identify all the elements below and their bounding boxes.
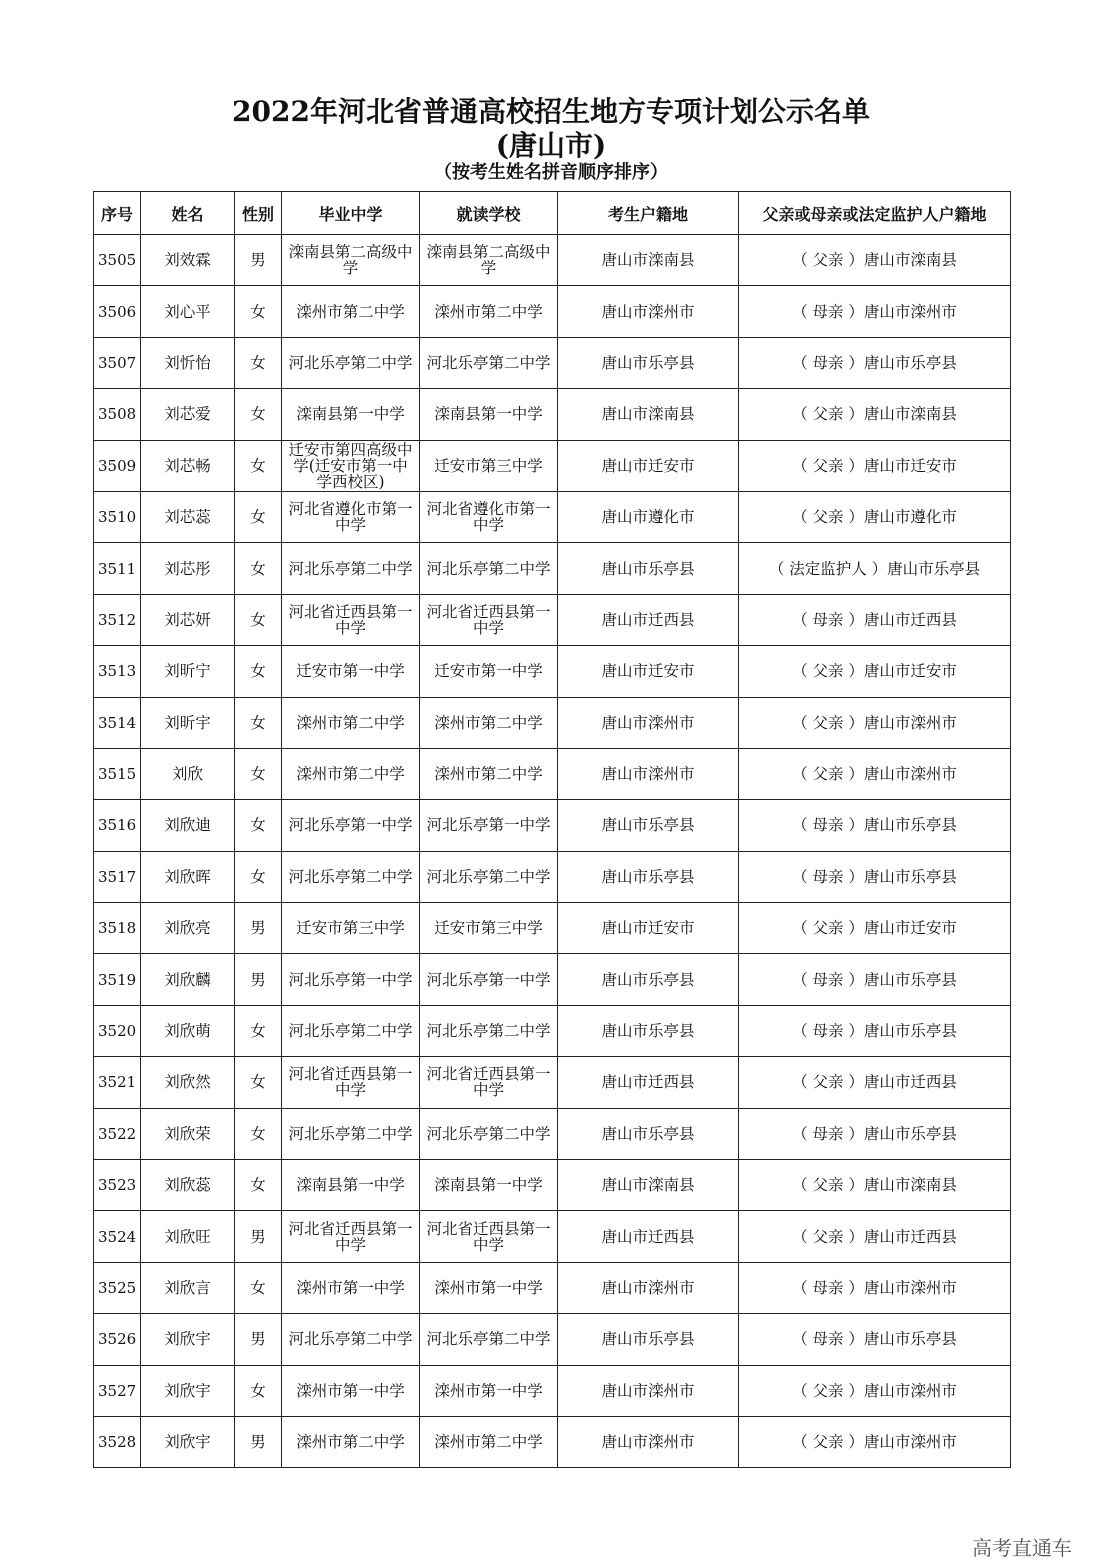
cell-guardian-hukou: （ 父亲 ）唐山市滦州市 xyxy=(739,697,1011,748)
cell-no: 3505 xyxy=(94,235,141,286)
cell-name: 刘昕宇 xyxy=(141,697,235,748)
table-row xyxy=(94,235,1011,286)
cell-grad-school: 河北乐亭第二中学 xyxy=(282,1314,420,1365)
cell-study-school: 河北省迁西县第一中学 xyxy=(420,1211,558,1262)
cell-grad-school: 滦州市第二中学 xyxy=(282,286,420,337)
cell-guardian-hukou: （ 母亲 ）唐山市乐亭县 xyxy=(739,1108,1011,1159)
table-row xyxy=(94,543,1011,594)
cell-study-school: 迁安市第一中学 xyxy=(420,646,558,697)
cell-guardian-hukou: （ 父亲 ）唐山市迁西县 xyxy=(739,1211,1011,1262)
cell-no: 3507 xyxy=(94,337,141,388)
cell-grad-school: 滦州市第一中学 xyxy=(282,1262,420,1313)
cell-no: 3514 xyxy=(94,697,141,748)
cell-guardian-hukou: （ 父亲 ）唐山市遵化市 xyxy=(739,491,1011,542)
cell-no: 3527 xyxy=(94,1365,141,1416)
cell-guardian-hukou: （ 母亲 ）唐山市乐亭县 xyxy=(739,1005,1011,1056)
cell-study-school: 河北乐亭第二中学 xyxy=(420,337,558,388)
cell-guardian-hukou: （ 母亲 ）唐山市乐亭县 xyxy=(739,337,1011,388)
cell-gender: 男 xyxy=(235,1416,282,1467)
cell-gender: 男 xyxy=(235,1211,282,1262)
cell-name: 刘欣晖 xyxy=(141,851,235,902)
cell-hukou: 唐山市滦州市 xyxy=(558,697,739,748)
cell-guardian-hukou: （ 法定监护人 ）唐山市乐亭县 xyxy=(739,543,1011,594)
cell-gender: 女 xyxy=(235,851,282,902)
cell-no: 3523 xyxy=(94,1160,141,1211)
cell-study-school: 滦州市第一中学 xyxy=(420,1365,558,1416)
cell-study-school: 河北乐亭第一中学 xyxy=(420,800,558,851)
cell-hukou: 唐山市滦州市 xyxy=(558,748,739,799)
cell-name: 刘芯畅 xyxy=(141,440,235,491)
cell-gender: 女 xyxy=(235,697,282,748)
cell-name: 刘效霖 xyxy=(141,235,235,286)
cell-study-school: 河北乐亭第二中学 xyxy=(420,543,558,594)
cell-hukou: 唐山市迁西县 xyxy=(558,1211,739,1262)
cell-guardian-hukou: （ 父亲 ）唐山市滦州市 xyxy=(739,748,1011,799)
cell-grad-school: 滦南县第一中学 xyxy=(282,1160,420,1211)
cell-grad-school: 河北乐亭第二中学 xyxy=(282,1108,420,1159)
page-subtitle-city: (唐山市) xyxy=(495,129,607,162)
cell-no: 3515 xyxy=(94,748,141,799)
table-row xyxy=(94,337,1011,388)
cell-hukou: 唐山市乐亭县 xyxy=(558,543,739,594)
cell-guardian-hukou: （ 母亲 ）唐山市迁西县 xyxy=(739,594,1011,645)
cell-guardian-hukou: （ 母亲 ）唐山市乐亭县 xyxy=(739,954,1011,1005)
column-header-gender: 性别 xyxy=(235,192,282,235)
table-row xyxy=(94,748,1011,799)
cell-no: 3526 xyxy=(94,1314,141,1365)
cell-grad-school: 迁安市第一中学 xyxy=(282,646,420,697)
cell-name: 刘欣旺 xyxy=(141,1211,235,1262)
table-row xyxy=(94,1057,1011,1108)
table-row xyxy=(94,1108,1011,1159)
cell-no: 3508 xyxy=(94,389,141,440)
cell-hukou: 唐山市乐亭县 xyxy=(558,1314,739,1365)
table-row xyxy=(94,594,1011,645)
cell-name: 刘芯爱 xyxy=(141,389,235,440)
cell-grad-school: 河北乐亭第二中学 xyxy=(282,543,420,594)
cell-study-school: 迁安市第三中学 xyxy=(420,903,558,954)
table-row xyxy=(94,389,1011,440)
cell-grad-school: 滦南县第二高级中学 xyxy=(282,235,420,286)
cell-hukou: 唐山市滦南县 xyxy=(558,235,739,286)
cell-hukou: 唐山市乐亭县 xyxy=(558,800,739,851)
cell-no: 3525 xyxy=(94,1262,141,1313)
cell-study-school: 滦南县第一中学 xyxy=(420,1160,558,1211)
cell-hukou: 唐山市滦南县 xyxy=(558,1160,739,1211)
cell-guardian-hukou: （ 父亲 ）唐山市滦南县 xyxy=(739,1160,1011,1211)
cell-no: 3522 xyxy=(94,1108,141,1159)
cell-study-school: 滦州市第一中学 xyxy=(420,1262,558,1313)
table-row xyxy=(94,646,1011,697)
cell-study-school: 滦南县第二高级中学 xyxy=(420,235,558,286)
cell-gender: 女 xyxy=(235,1108,282,1159)
cell-name: 刘欣 xyxy=(141,748,235,799)
cell-gender: 女 xyxy=(235,389,282,440)
table-row xyxy=(94,1005,1011,1056)
cell-hukou: 唐山市迁安市 xyxy=(558,903,739,954)
cell-hukou: 唐山市乐亭县 xyxy=(558,851,739,902)
cell-name: 刘欣言 xyxy=(141,1262,235,1313)
cell-study-school: 河北乐亭第二中学 xyxy=(420,1314,558,1365)
table-row xyxy=(94,286,1011,337)
cell-name: 刘欣宇 xyxy=(141,1314,235,1365)
cell-study-school: 河北乐亭第二中学 xyxy=(420,1108,558,1159)
table-row xyxy=(94,1365,1011,1416)
cell-grad-school: 滦州市第一中学 xyxy=(282,1365,420,1416)
cell-study-school: 河北省迁西县第一中学 xyxy=(420,594,558,645)
column-header-hukou: 考生户籍地 xyxy=(558,192,739,235)
table-row xyxy=(94,851,1011,902)
cell-hukou: 唐山市迁西县 xyxy=(558,594,739,645)
table-header-row xyxy=(94,192,1011,235)
cell-grad-school: 河北乐亭第二中学 xyxy=(282,337,420,388)
column-header-study-school: 就读学校 xyxy=(420,192,558,235)
cell-grad-school: 迁安市第三中学 xyxy=(282,903,420,954)
table-row xyxy=(94,800,1011,851)
cell-gender: 女 xyxy=(235,337,282,388)
cell-grad-school: 河北乐亭第二中学 xyxy=(282,851,420,902)
cell-hukou: 唐山市乐亭县 xyxy=(558,337,739,388)
table-row xyxy=(94,1314,1011,1365)
cell-hukou: 唐山市滦州市 xyxy=(558,286,739,337)
page-subtitle-sort-note: （按考生姓名拼音顺序排序） xyxy=(434,162,668,183)
cell-grad-school: 河北省遵化市第一中学 xyxy=(282,491,420,542)
cell-guardian-hukou: （ 父亲 ）唐山市滦州市 xyxy=(739,1365,1011,1416)
cell-guardian-hukou: （ 父亲 ）唐山市迁安市 xyxy=(739,903,1011,954)
column-header-name: 姓名 xyxy=(141,192,235,235)
cell-no: 3520 xyxy=(94,1005,141,1056)
column-header-grad-school: 毕业中学 xyxy=(282,192,420,235)
cell-name: 刘心平 xyxy=(141,286,235,337)
cell-no: 3511 xyxy=(94,543,141,594)
cell-hukou: 唐山市滦州市 xyxy=(558,1416,739,1467)
cell-no: 3516 xyxy=(94,800,141,851)
cell-grad-school: 滦州市第二中学 xyxy=(282,1416,420,1467)
cell-grad-school: 滦州市第二中学 xyxy=(282,697,420,748)
cell-gender: 女 xyxy=(235,286,282,337)
cell-grad-school: 河北乐亭第二中学 xyxy=(282,1005,420,1056)
cell-name: 刘欣宇 xyxy=(141,1416,235,1467)
cell-hukou: 唐山市乐亭县 xyxy=(558,1108,739,1159)
cell-guardian-hukou: （ 父亲 ）唐山市迁安市 xyxy=(739,646,1011,697)
cell-no: 3506 xyxy=(94,286,141,337)
cell-study-school: 河北乐亭第二中学 xyxy=(420,851,558,902)
cell-grad-school: 滦州市第二中学 xyxy=(282,748,420,799)
cell-name: 刘忻怡 xyxy=(141,337,235,388)
cell-gender: 女 xyxy=(235,1005,282,1056)
cell-name: 刘芯蕊 xyxy=(141,491,235,542)
cell-hukou: 唐山市乐亭县 xyxy=(558,1005,739,1056)
cell-no: 3524 xyxy=(94,1211,141,1262)
column-header-guardian-hukou: 父亲或母亲或法定监护人户籍地 xyxy=(739,192,1011,235)
cell-study-school: 滦州市第二中学 xyxy=(420,1416,558,1467)
table-row xyxy=(94,1160,1011,1211)
table-row xyxy=(94,491,1011,542)
cell-gender: 男 xyxy=(235,1314,282,1365)
cell-guardian-hukou: （ 父亲 ）唐山市迁安市 xyxy=(739,440,1011,491)
cell-study-school: 河北省遵化市第一中学 xyxy=(420,491,558,542)
cell-hukou: 唐山市滦州市 xyxy=(558,1262,739,1313)
cell-name: 刘欣萌 xyxy=(141,1005,235,1056)
cell-gender: 女 xyxy=(235,1365,282,1416)
cell-name: 刘芯妍 xyxy=(141,594,235,645)
watermark: 高考直通车 xyxy=(972,1536,1072,1560)
cell-guardian-hukou: （ 母亲 ）唐山市乐亭县 xyxy=(739,1314,1011,1365)
table-row xyxy=(94,1416,1011,1467)
cell-grad-school: 河北省迁西县第一中学 xyxy=(282,594,420,645)
cell-name: 刘欣蕊 xyxy=(141,1160,235,1211)
cell-gender: 女 xyxy=(235,646,282,697)
cell-gender: 男 xyxy=(235,235,282,286)
cell-no: 3510 xyxy=(94,491,141,542)
cell-grad-school: 迁安市第四高级中学(迁安市第一中学西校区) xyxy=(282,440,420,491)
column-header-no: 序号 xyxy=(94,192,141,235)
cell-grad-school: 河北省迁西县第一中学 xyxy=(282,1057,420,1108)
cell-guardian-hukou: （ 母亲 ）唐山市乐亭县 xyxy=(739,800,1011,851)
cell-no: 3512 xyxy=(94,594,141,645)
cell-name: 刘欣然 xyxy=(141,1057,235,1108)
cell-study-school: 滦州市第二中学 xyxy=(420,286,558,337)
table-row xyxy=(94,1262,1011,1313)
cell-name: 刘欣荣 xyxy=(141,1108,235,1159)
cell-gender: 女 xyxy=(235,748,282,799)
cell-guardian-hukou: （ 母亲 ）唐山市滦州市 xyxy=(739,286,1011,337)
cell-guardian-hukou: （ 父亲 ）唐山市迁西县 xyxy=(739,1057,1011,1108)
cell-grad-school: 河北乐亭第一中学 xyxy=(282,954,420,1005)
cell-guardian-hukou: （ 母亲 ）唐山市滦州市 xyxy=(739,1262,1011,1313)
cell-gender: 女 xyxy=(235,800,282,851)
table-row xyxy=(94,903,1011,954)
cell-hukou: 唐山市迁西县 xyxy=(558,1057,739,1108)
cell-name: 刘芯彤 xyxy=(141,543,235,594)
cell-no: 3518 xyxy=(94,903,141,954)
table-row xyxy=(94,697,1011,748)
cell-hukou: 唐山市迁安市 xyxy=(558,646,739,697)
cell-no: 3521 xyxy=(94,1057,141,1108)
cell-name: 刘欣麟 xyxy=(141,954,235,1005)
table-row xyxy=(94,954,1011,1005)
table-row xyxy=(94,440,1011,491)
cell-study-school: 滦州市第二中学 xyxy=(420,748,558,799)
cell-no: 3519 xyxy=(94,954,141,1005)
cell-study-school: 河北乐亭第二中学 xyxy=(420,1005,558,1056)
cell-guardian-hukou: （ 父亲 ）唐山市滦南县 xyxy=(739,235,1011,286)
cell-hukou: 唐山市遵化市 xyxy=(558,491,739,542)
cell-study-school: 滦南县第一中学 xyxy=(420,389,558,440)
cell-gender: 女 xyxy=(235,543,282,594)
cell-gender: 女 xyxy=(235,1262,282,1313)
cell-study-school: 迁安市第三中学 xyxy=(420,440,558,491)
table-row xyxy=(94,1211,1011,1262)
cell-hukou: 唐山市乐亭县 xyxy=(558,954,739,1005)
cell-gender: 女 xyxy=(235,1057,282,1108)
cell-guardian-hukou: （ 母亲 ）唐山市乐亭县 xyxy=(739,851,1011,902)
cell-study-school: 滦州市第二中学 xyxy=(420,697,558,748)
cell-gender: 女 xyxy=(235,594,282,645)
cell-no: 3509 xyxy=(94,440,141,491)
cell-study-school: 河北乐亭第一中学 xyxy=(420,954,558,1005)
cell-name: 刘欣亮 xyxy=(141,903,235,954)
cell-hukou: 唐山市滦南县 xyxy=(558,389,739,440)
page-title: 2022年河北省普通高校招生地方专项计划公示名单 xyxy=(232,95,870,128)
cell-gender: 女 xyxy=(235,1160,282,1211)
cell-no: 3513 xyxy=(94,646,141,697)
cell-name: 刘欣宇 xyxy=(141,1365,235,1416)
cell-hukou: 唐山市迁安市 xyxy=(558,440,739,491)
cell-no: 3517 xyxy=(94,851,141,902)
cell-gender: 男 xyxy=(235,903,282,954)
cell-hukou: 唐山市滦州市 xyxy=(558,1365,739,1416)
cell-gender: 女 xyxy=(235,491,282,542)
cell-guardian-hukou: （ 父亲 ）唐山市滦南县 xyxy=(739,389,1011,440)
cell-name: 刘昕宁 xyxy=(141,646,235,697)
candidate-table xyxy=(93,191,1011,1468)
cell-gender: 女 xyxy=(235,440,282,491)
cell-name: 刘欣迪 xyxy=(141,800,235,851)
cell-grad-school: 滦南县第一中学 xyxy=(282,389,420,440)
cell-grad-school: 河北乐亭第一中学 xyxy=(282,800,420,851)
cell-no: 3528 xyxy=(94,1416,141,1467)
cell-study-school: 河北省迁西县第一中学 xyxy=(420,1057,558,1108)
cell-grad-school: 河北省迁西县第一中学 xyxy=(282,1211,420,1262)
cell-gender: 男 xyxy=(235,954,282,1005)
cell-guardian-hukou: （ 父亲 ）唐山市滦州市 xyxy=(739,1416,1011,1467)
